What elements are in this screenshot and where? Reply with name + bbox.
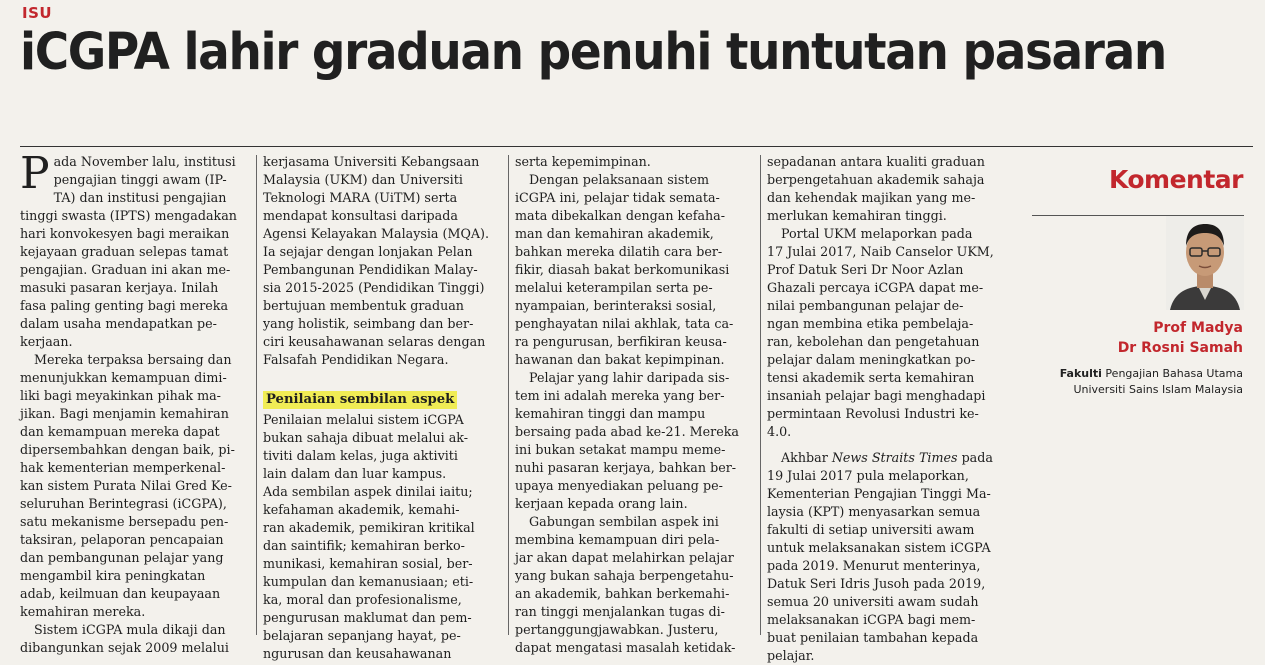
article-column-1 (20, 148, 252, 655)
paragraph: Portal UKM melaporkan pada 17 Julai 2017, Naib Canselor UKM, Prof Datuk Seri Dr Noor Azlan Ghazali percaya iCGPA dapat me- nilai pembangunan pelajar de- ngan membina etika pembelaja- ran, kebolehan dan pengetahuan pelajar dalam meningkatkan po- tensi akademik serta kemahiran insaniah pelajar bagi menghadapi permintaan Revolusi Industri ke- 4.0. (767, 226, 994, 439)
paragraph: Penilaian melalui sistem iCGPA bukan sahaja dibuat melalui ak- tiviti dalam kelas, juga aktiviti lain dalam dan luar kampus. Ada sembilan aspek dinilai iaitu; kefahaman akademik, kemahi- ran akademik, pemikiran kritikal dan saintifik; kemahiran berko- munikasi, kemahiran sosial, ber- kumpulan dan kemanusiaan; eti- ka, moral dan profesionalisme, pengurusan maklumat dan pem- belajaran sepanjang hayat, pe- ngurusan dan keusahawanan (263, 412, 475, 661)
drop-cap: P (20, 148, 50, 199)
author-fullname: Dr Rosni Samah (1117, 340, 1243, 356)
affiliation-university: Universiti Sains Islam Malaysia (1073, 383, 1243, 396)
column-divider (256, 155, 257, 635)
paragraph: Sistem iCGPA mula dikaji dan dibangunkan sejak 2009 melalui (20, 622, 229, 655)
komentar-label: Komentar (1108, 165, 1243, 194)
paragraph: serta kepemimpinan. (515, 154, 651, 169)
publication-name: News Straits Times (831, 450, 958, 465)
author-name (1060, 318, 1243, 358)
paragraph: kerjasama Universiti Kebangsaan Malaysia (UKM) dan Universiti Teknologi MARA (UiTM) serta mendapat konsultasi daripada Agensi Kelayakan Malaysia (MQA). Ia sejajar dengan lonjakan Pelan Pembangunan Pendidikan Malay- sia 2015-2025 (Pendidikan Tinggi) bertujuan membentuk graduan yang holistik, seimbang dan ber- ciri keusahawanan selaras dengan Falsafah Pendidikan Negara. (263, 154, 490, 367)
subheading-line (263, 383, 503, 411)
paragraph: Mereka terpaksa bersaing dan menunjukkan kemampuan dimi- liki bagi meyakinkan pihak ma- jikan. Bagi menjamin kemahiran dan kemampuan mereka dapat dipersembahkan dengan baik, pi- hak kementerian memperkenal- kan sistem Purata Nilai Gred Ke- seluruhan Berintegrasi (iCGPA), satu mekanisme bersepadu pen- taksiran, pelaporan pencapaian dan pembangunan pelajar yang mengambil kira peningkatan adab, keilmuan dan keupayaan kemahiran mereka. (20, 352, 235, 619)
article-column-4 (767, 153, 1015, 663)
section-kicker: ISU (22, 4, 53, 22)
subheading: Penilaian sembilan aspek (263, 391, 457, 409)
column-divider (508, 155, 509, 635)
article-column-3 (515, 153, 755, 655)
author-affiliation: Fakulti Pengajian Bahasa Utama Universiti Sains Islam Malaysia (1040, 366, 1243, 398)
paragraph: Akhbar News Straits Times pada 19 Julai 2017 pula melaporkan, Kementerian Pengajian Tinggi Ma- laysia (KPT) menyasarkan semua fakulti di setiap universiti awam untuk melaksanakan sistem iCGPA pada 2019. Menurut menterinya, Datuk Seri Idris Jusoh pada 2019, semua 20 universiti awam sudah melaksanakan iCGPA bagi mem- buat penilaian tambahan kepada pelajar. (767, 450, 993, 663)
column-divider (760, 155, 761, 635)
headline-divider (20, 146, 1253, 147)
paragraph: Dengan pelaksanaan sistem iCGPA ini, pelajar tidak semata- mata dibekalkan dengan kefaha- man dan kemahiran akademik, bahkan mereka dilatih cara ber- fikir, diasah bakat berkomunikasi melalui keterampilan serta pe- nyampaian, berinteraksi sosial, penghayatan nilai akhlak, tata ca- ra pengurusan, berfikiran keusa- hawanan dan bakat kepimpinan. (515, 172, 734, 367)
article-headline: iCGPA lahir graduan penuhi tuntutan pasaran (20, 23, 1166, 82)
paragraph: Pelajar yang lahir daripada sis- tem ini adalah mereka yang ber- kemahiran tinggi dan mampu bersaing pada abad ke-21. Mereka ini bukan setakat mampu meme- nuhi pasaran kerjaya, bahkan ber- upaya menyediakan peluang pe- kerjaan kepada orang lain. (515, 370, 739, 511)
author-title: Prof Madya (1153, 320, 1243, 336)
paragraph: sepadanan antara kualiti graduan berpengetahuan akademik sahaja dan kehendak majikan yang me- merlukan kemahiran tinggi. (767, 154, 985, 223)
paragraph: Pada November lalu, institusi pengajian tinggi awam (IP- TA) dan institusi pengajian tinggi swasta (IPTS) mengadakan hari konvokesyen bagi meraikan kejayaan graduan selepas tamat pengajian. Graduan ini akan me- masuki pasaran kerjaya. Inilah fasa paling genting bagi mereka dalam usaha mendapatkan pe- kerjaan. (20, 148, 237, 349)
affiliation-label: Fakulti (1059, 367, 1102, 380)
article-column-2 (263, 153, 503, 661)
author-photo (1166, 216, 1244, 310)
paragraph: Gabungan sembilan aspek ini membina kemampuan diri pela- jar akan dapat melahirkan pelajar yang bukan sahaja berpengetahu- an akademik, bahkan berkemahi- ran tinggi menjalankan tugas di- pertanggungjawabkan. Justeru, dapat mengatasi masalah ketidak- (515, 514, 736, 655)
